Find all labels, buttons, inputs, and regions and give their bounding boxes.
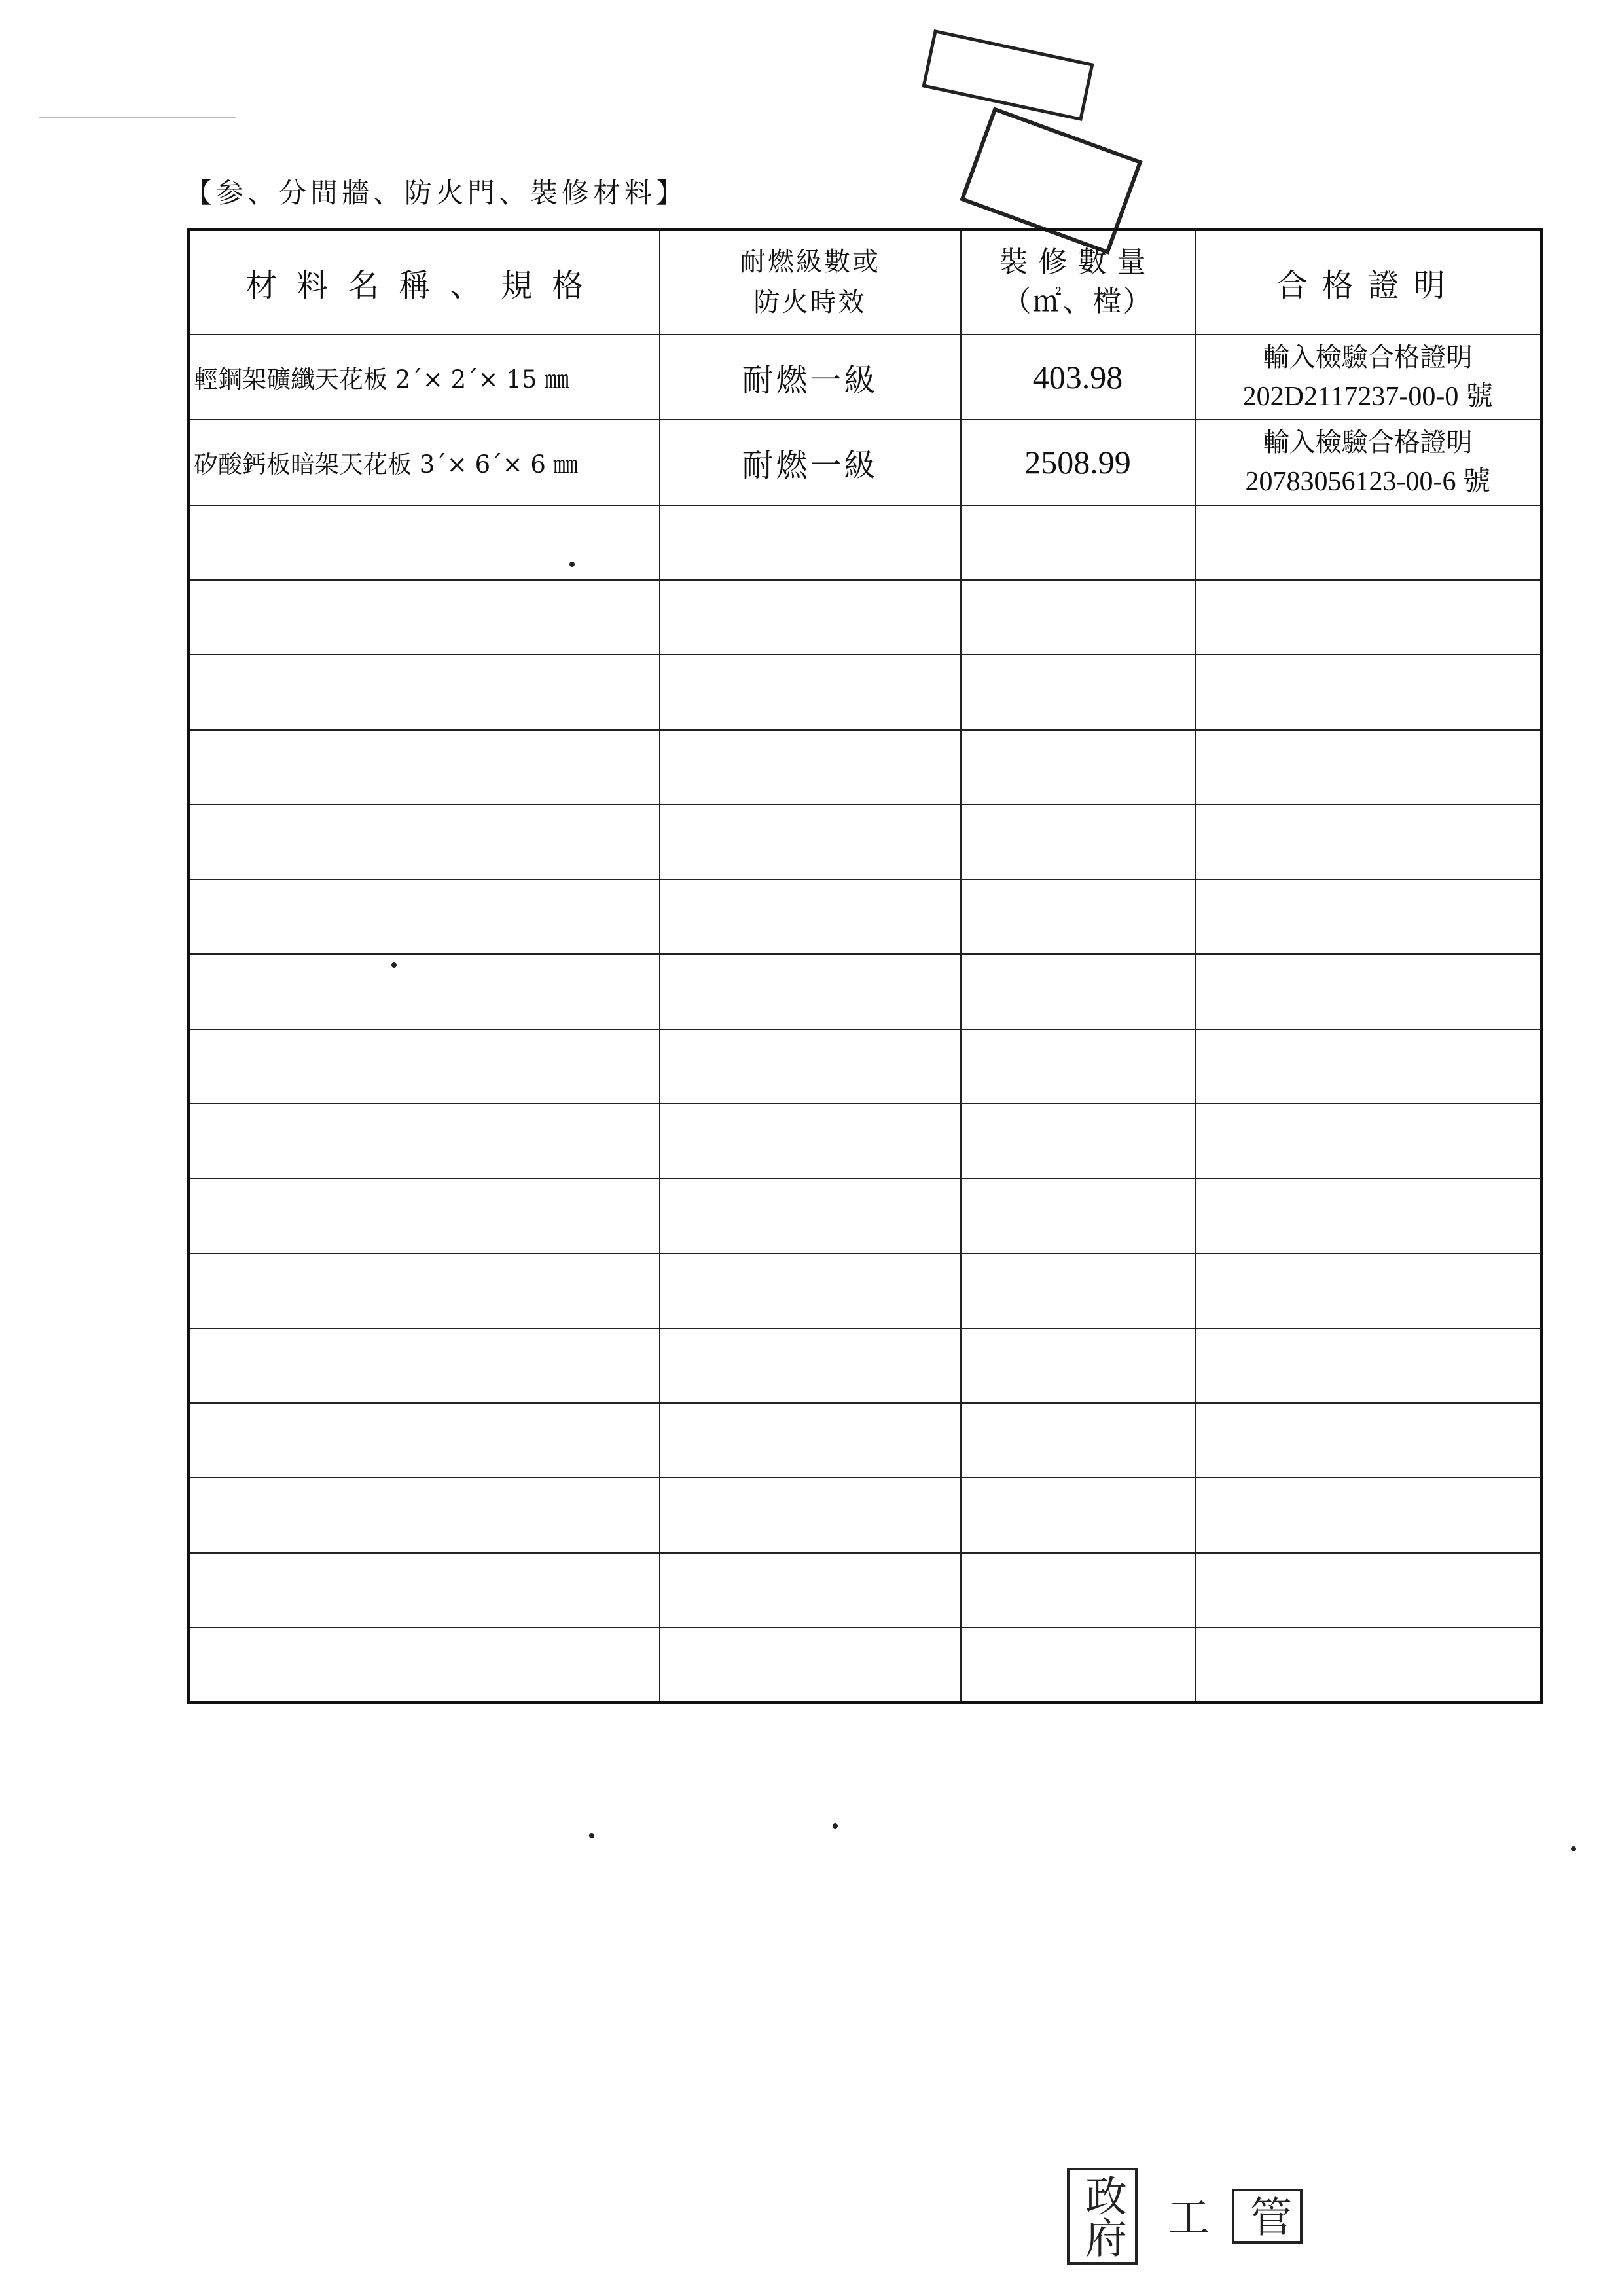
empty-cell bbox=[660, 954, 961, 1029]
header-quantity-line1: 裝修數量 bbox=[999, 246, 1157, 280]
scan-artifact-line bbox=[39, 117, 236, 118]
empty-cell bbox=[189, 505, 660, 580]
empty-cell bbox=[961, 1254, 1195, 1328]
empty-cell bbox=[961, 879, 1195, 954]
empty-cell bbox=[961, 954, 1195, 1029]
header-quantity bbox=[961, 230, 1195, 335]
empty-cell bbox=[1195, 655, 1542, 729]
empty-cell bbox=[660, 580, 961, 655]
empty-cell bbox=[660, 1328, 961, 1403]
empty-cell bbox=[189, 879, 660, 954]
quantity-cell: 403.98 bbox=[961, 335, 1195, 420]
empty-row bbox=[189, 1029, 1542, 1104]
empty-cell bbox=[660, 730, 961, 805]
seal-bottom-mid-text: 工 bbox=[1160, 2195, 1209, 2237]
empty-row bbox=[189, 1254, 1542, 1328]
section-title: 【参、分間牆、防火門、裝修材料】 bbox=[185, 177, 688, 209]
empty-cell bbox=[660, 1628, 961, 1702]
stamp-seal-top bbox=[922, 29, 1094, 121]
empty-cell bbox=[189, 954, 660, 1029]
empty-cell bbox=[189, 1628, 660, 1702]
empty-cell bbox=[660, 1104, 961, 1178]
empty-cell bbox=[660, 505, 961, 580]
empty-cell bbox=[189, 1254, 660, 1328]
material-name-cell: 輕鋼架礦纖天花板 2´× 2´× 15 ㎜ bbox=[189, 335, 660, 420]
empty-row bbox=[189, 655, 1542, 729]
empty-cell bbox=[1195, 1478, 1542, 1552]
empty-cell bbox=[961, 730, 1195, 805]
certificate-label: 輸入檢驗合格證明 bbox=[1263, 428, 1473, 458]
empty-cell bbox=[961, 805, 1195, 879]
fire-rating-cell: 耐燃一級 bbox=[660, 420, 961, 505]
scan-speck bbox=[589, 1833, 594, 1838]
empty-cell bbox=[961, 1628, 1195, 1702]
empty-cell bbox=[189, 580, 660, 655]
empty-row bbox=[189, 1553, 1542, 1628]
empty-cell bbox=[961, 1178, 1195, 1253]
materials-table bbox=[187, 228, 1543, 1704]
empty-cell bbox=[1195, 954, 1542, 1029]
empty-row bbox=[189, 1104, 1542, 1178]
empty-cell bbox=[961, 505, 1195, 580]
empty-row bbox=[189, 805, 1542, 879]
empty-cell bbox=[189, 1403, 660, 1478]
fire-rating-cell: 耐燃一級 bbox=[660, 335, 961, 420]
empty-cell bbox=[1195, 1029, 1542, 1104]
empty-cell bbox=[961, 1478, 1195, 1552]
certificate-number: 202D2117237-00-0 號 bbox=[1242, 382, 1493, 412]
empty-cell bbox=[660, 1254, 961, 1328]
empty-cell bbox=[189, 1178, 660, 1253]
empty-cell bbox=[961, 1403, 1195, 1478]
certificate-cell bbox=[1195, 420, 1542, 505]
empty-cell bbox=[189, 1553, 660, 1628]
empty-cell bbox=[961, 1029, 1195, 1104]
empty-cell bbox=[961, 1553, 1195, 1628]
empty-cell bbox=[189, 1328, 660, 1403]
empty-row bbox=[189, 580, 1542, 655]
empty-cell bbox=[660, 1403, 961, 1478]
empty-row bbox=[189, 1628, 1542, 1702]
scan-speck bbox=[569, 562, 575, 567]
header-material-name: 材料名稱、規格 bbox=[189, 230, 660, 335]
empty-cell bbox=[1195, 1178, 1542, 1253]
table-row bbox=[189, 335, 1542, 420]
header-fire-rating-line2: 防火時效 bbox=[753, 287, 867, 318]
certificate-number: 20783056123-00-6 號 bbox=[1245, 467, 1490, 498]
empty-cell bbox=[1195, 1553, 1542, 1628]
empty-cell bbox=[1195, 1104, 1542, 1178]
empty-row bbox=[189, 1478, 1542, 1552]
table-header-row bbox=[189, 230, 1542, 335]
empty-cell bbox=[660, 1478, 961, 1552]
empty-cell bbox=[1195, 730, 1542, 805]
empty-cell bbox=[1195, 879, 1542, 954]
header-fire-rating-line1: 耐燃級數或 bbox=[740, 247, 880, 278]
certificate-cell bbox=[1195, 335, 1542, 420]
material-name-cell: 矽酸鈣板暗架天花板 3´× 6´× 6 ㎜ bbox=[189, 420, 660, 505]
header-quantity-line2: （㎡、樘） bbox=[1002, 285, 1153, 319]
empty-cell bbox=[660, 1178, 961, 1253]
empty-row bbox=[189, 879, 1542, 954]
table-row bbox=[189, 420, 1542, 505]
empty-cell bbox=[189, 805, 660, 879]
empty-cell bbox=[961, 580, 1195, 655]
empty-row bbox=[189, 730, 1542, 805]
empty-cell bbox=[1195, 805, 1542, 879]
empty-cell bbox=[1195, 1328, 1542, 1403]
scan-speck bbox=[391, 962, 397, 968]
empty-cell bbox=[1195, 1403, 1542, 1478]
empty-cell bbox=[660, 1553, 961, 1628]
empty-cell bbox=[660, 805, 961, 879]
header-fire-rating bbox=[660, 230, 961, 335]
empty-cell bbox=[1195, 580, 1542, 655]
empty-cell bbox=[189, 1029, 660, 1104]
empty-row bbox=[189, 505, 1542, 580]
empty-cell bbox=[189, 1478, 660, 1552]
empty-cell bbox=[961, 655, 1195, 729]
empty-cell bbox=[660, 1029, 961, 1104]
empty-cell bbox=[189, 655, 660, 729]
empty-cell bbox=[961, 1104, 1195, 1178]
empty-row bbox=[189, 1178, 1542, 1253]
empty-row bbox=[189, 1328, 1542, 1403]
empty-cell bbox=[189, 730, 660, 805]
empty-cell bbox=[660, 879, 961, 954]
header-certificate: 合格證明 bbox=[1195, 230, 1542, 335]
empty-cell bbox=[1195, 1254, 1542, 1328]
empty-cell bbox=[1195, 1628, 1542, 1702]
certificate-label: 輸入檢驗合格證明 bbox=[1263, 342, 1473, 373]
empty-cell bbox=[961, 1328, 1195, 1403]
seal-bottom-left-text: 政府 bbox=[1067, 2168, 1138, 2265]
empty-row bbox=[189, 1403, 1542, 1478]
empty-cell bbox=[189, 1104, 660, 1178]
scan-speck bbox=[833, 1823, 838, 1829]
seal-bottom-right-text: 管 bbox=[1232, 2189, 1303, 2244]
empty-cell bbox=[1195, 505, 1542, 580]
quantity-cell: 2508.99 bbox=[961, 420, 1195, 505]
empty-cell bbox=[660, 655, 961, 729]
scan-speck bbox=[1571, 1846, 1576, 1851]
stamp-seal-bottom bbox=[1067, 2160, 1303, 2272]
